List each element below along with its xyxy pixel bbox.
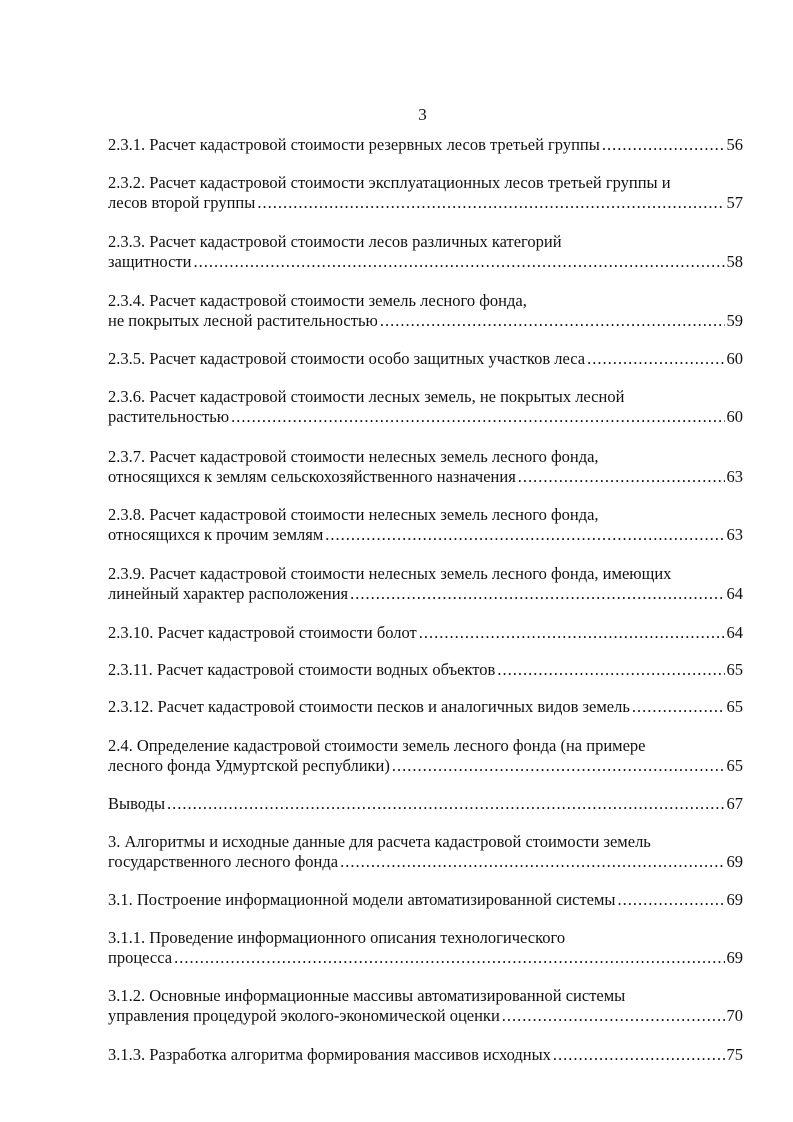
dot-leader xyxy=(167,794,724,814)
toc-entry-text: 3.1.3. Разработка алгоритма формирования массивов исходных xyxy=(108,1045,551,1064)
toc-entry-text: 3.1. Построение информационной модели автоматизированной системы xyxy=(108,890,616,909)
toc-entry-text: Выводы xyxy=(108,794,166,813)
toc-entry-text: 2.3.7. Расчет кадастровой стоимости нелесных земель лесного фонда, xyxy=(108,447,599,466)
toc-entry-text: 2.3.3. Расчет кадастровой стоимости лесов различных категорий xyxy=(108,232,562,251)
toc-entry-page: 57 xyxy=(726,193,743,212)
toc-entry xyxy=(108,1045,743,1065)
dot-leader xyxy=(587,349,724,369)
toc-entry-page: 69 xyxy=(726,890,743,909)
toc-entry-text: 2.3.5. Расчет кадастровой стоимости особо защитных участков леса xyxy=(108,349,586,368)
dot-leader xyxy=(392,756,725,776)
dot-leader xyxy=(193,252,724,272)
toc-entry xyxy=(108,736,743,776)
toc-entry-text: 3.1.2. Основные информационные массивы автоматизированной системы xyxy=(108,986,626,1005)
toc-entry xyxy=(108,505,743,545)
dot-leader xyxy=(502,1006,725,1026)
toc-entry-text: 2.3.9. Расчет кадастровой стоимости нелесных земель лесного фонда, имеющих xyxy=(108,564,672,583)
toc-entry-text: 3.1.1. Проведение информационного описания технологического xyxy=(108,928,566,947)
toc-entry-text: 2.3.6. Расчет кадастровой стоимости лесных земель, не покрытых лесной xyxy=(108,387,625,406)
toc-entry-page: 67 xyxy=(726,794,743,813)
toc-entry xyxy=(108,794,743,814)
toc-entry-page: 58 xyxy=(726,252,743,271)
toc-entry-text: 2.3.4. Расчет кадастровой стоимости земель лесного фонда, xyxy=(108,291,527,310)
toc-entry-page: 69 xyxy=(726,852,743,871)
toc-entry xyxy=(108,291,743,331)
dot-leader xyxy=(553,1045,725,1065)
dot-leader xyxy=(174,948,724,968)
toc-entry-text: лесов второй группы xyxy=(108,193,256,212)
toc-entry xyxy=(108,697,743,717)
toc-entry-text: линейный характер расположения xyxy=(108,584,349,603)
toc-entry-page: 56 xyxy=(726,135,743,154)
toc-entry-text: 2.4. Определение кадастровой стоимости земель лесного фонда (на примере xyxy=(108,736,646,755)
page-number: 3 xyxy=(418,105,427,124)
toc-entry-text: 2.3.10. Расчет кадастровой стоимости болот xyxy=(108,623,417,642)
toc-entry-page: 65 xyxy=(726,697,743,716)
dot-leader xyxy=(497,660,724,680)
toc-entry-text: лесного фонда Удмуртской республики) xyxy=(108,756,390,775)
dot-leader xyxy=(257,193,724,213)
toc-entry xyxy=(108,986,743,1026)
toc-entry-page: 60 xyxy=(726,349,743,368)
dot-leader xyxy=(618,890,725,910)
toc-entry-text: 2.3.11. Расчет кадастровой стоимости водных объектов xyxy=(108,660,496,679)
toc-entry xyxy=(108,660,743,680)
toc-entry-text: растительностью xyxy=(108,407,230,426)
toc-entry xyxy=(108,564,743,604)
toc-entry-text: не покрытых лесной растительностью xyxy=(108,311,378,330)
toc-entry xyxy=(108,387,743,427)
toc-entry-page: 60 xyxy=(726,407,743,426)
dot-leader xyxy=(325,525,724,545)
toc-entry xyxy=(108,135,743,155)
toc-entry-page: 65 xyxy=(726,660,743,679)
dot-leader xyxy=(602,135,725,155)
toc-entry xyxy=(108,232,743,272)
toc-entry xyxy=(108,832,743,872)
dot-leader xyxy=(632,697,725,717)
toc-entry-page: 63 xyxy=(726,467,743,486)
toc-entry-text: 3. Алгоритмы и исходные данные для расчета кадастровой стоимости земель xyxy=(108,832,651,851)
dot-leader xyxy=(380,311,725,331)
toc-entry-text: государственного лесного фонда xyxy=(108,852,339,871)
toc-entry-page: 59 xyxy=(726,311,743,330)
toc-entry-text: процесса xyxy=(108,948,173,967)
toc-entry-page: 63 xyxy=(726,525,743,544)
toc-entry-text: 2.3.2. Расчет кадастровой стоимости эксплуатационных лесов третьей группы и xyxy=(108,173,671,192)
toc-entry xyxy=(108,349,743,369)
toc-entry-text: управления процедурой эколого-экономической оценки xyxy=(108,1006,500,1025)
toc-entry-page: 64 xyxy=(726,584,743,603)
toc-entry-text: 2.3.8. Расчет кадастровой стоимости нелесных земель лесного фонда, xyxy=(108,505,599,524)
toc-entry-text: защитности xyxy=(108,252,192,271)
dot-leader xyxy=(231,407,724,427)
toc-entry xyxy=(108,447,743,487)
toc-entry-page: 70 xyxy=(726,1006,743,1025)
dot-leader xyxy=(350,584,724,604)
toc-entry-text: 2.3.12. Расчет кадастровой стоимости песков и аналогичных видов земель xyxy=(108,697,630,716)
toc-entry-page: 65 xyxy=(726,756,743,775)
toc-entry-page: 75 xyxy=(726,1045,743,1064)
toc-entry-text: относящихся к землям сельскохозяйственного назначения xyxy=(108,467,516,486)
dot-leader xyxy=(518,467,725,487)
toc-entry-text: 2.3.1. Расчет кадастровой стоимости резервных лесов третьей группы xyxy=(108,135,600,154)
toc-entry-text: относящихся к прочим землям xyxy=(108,525,324,544)
dot-leader xyxy=(340,852,724,872)
toc-entry-page: 69 xyxy=(726,948,743,967)
toc-entry xyxy=(108,173,743,213)
toc-entry xyxy=(108,623,743,643)
toc-entry-page: 64 xyxy=(726,623,743,642)
dot-leader xyxy=(419,623,725,643)
toc-entry xyxy=(108,928,743,968)
toc-entry xyxy=(108,890,743,910)
